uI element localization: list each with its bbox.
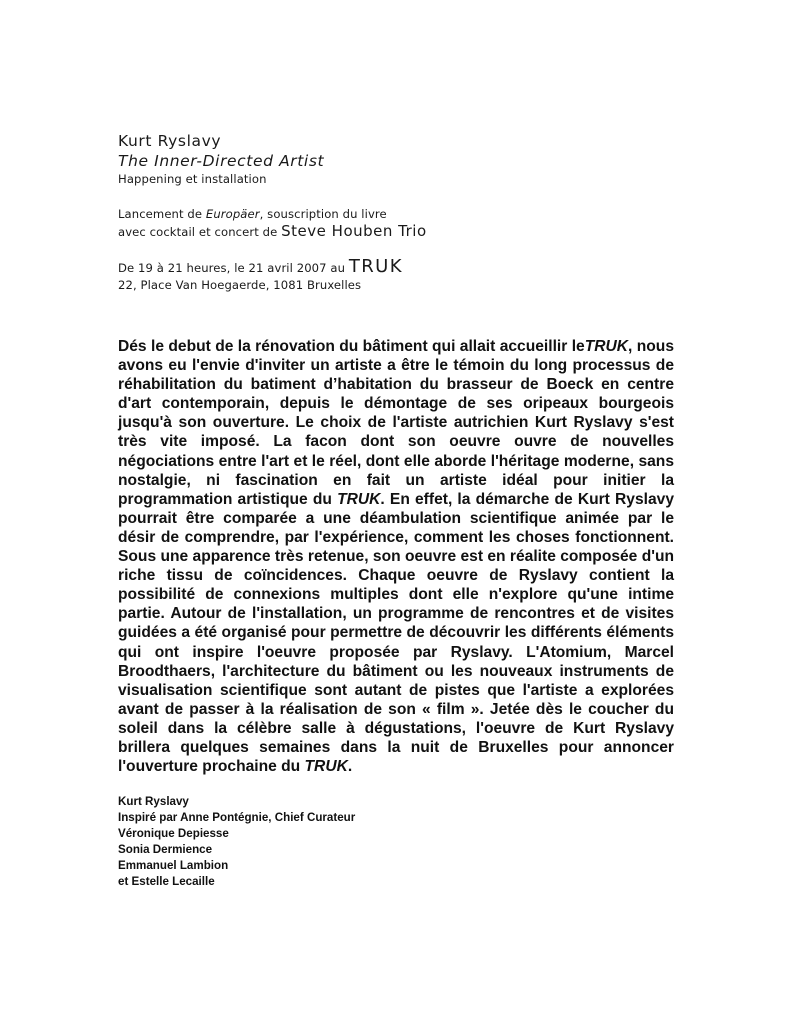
credit-line: Sonia Dermience: [118, 843, 213, 856]
artist-name: Kurt Ryslavy: [118, 132, 222, 150]
venue-name-inline: TRUK: [337, 490, 381, 508]
body-text-part: Dés le debut de la rénovation du bâtiment qui allait accueillir le: [118, 338, 585, 355]
launch-suffix: , souscription du livre: [259, 207, 387, 221]
launch-prefix: Lancement de: [118, 207, 206, 221]
concert-prefix: avec cocktail et concert de: [118, 225, 282, 239]
band-name: Steve Houben Trio: [281, 222, 427, 240]
schedule-line: [118, 258, 678, 277]
credit-line: Emmanuel Lambion: [118, 859, 229, 872]
event-header: [118, 131, 678, 294]
exhibition-title: The Inner-Directed Artist: [118, 152, 325, 170]
schedule-when: De 19 à 21 heures, le 21 avril 2007 au: [118, 261, 349, 275]
spacer: [118, 188, 678, 206]
credit-line: Inspiré par Anne Pontégnie, Chief Curateur: [118, 811, 356, 824]
venue-address: 22, Place Van Hoegaerde, 1081 Bruxelles: [118, 278, 362, 292]
body-text-part: .: [347, 758, 353, 776]
credit-line: et Estelle Lecaille: [118, 875, 215, 888]
body-paragraph: [118, 337, 674, 776]
event-subtitle: Happening et installation: [118, 172, 267, 186]
venue-name-inline: TRUK: [584, 338, 629, 355]
credit-line: Kurt Ryslavy: [118, 795, 189, 808]
credit-line: Véronique Depiesse: [118, 827, 229, 840]
credits-list: [118, 794, 518, 890]
body-text-part: , nous avons eu l'envie d'inviter un artiste a être le témoin du long processus de réhabilitation du batiment d’habitation du brasseur de Boeck en centre d'art contemporain, depuis le démontage de ses oripeaux bourgeois jusqu'à son ouverture. Le choix de l'artiste autrichien Kurt Ryslavy s'est très vite imposé. La facon dont son oeuvre ouvre de nouvelles négociations entre l'art et le réel, dont elle aborde l'héritage moderne, sans nostalgie, ni fascination en fait un artiste idéal pour initier la programmation artistique du: [118, 338, 674, 508]
book-title: Europäer: [205, 207, 260, 221]
venue-name-inline: TRUK: [304, 758, 348, 776]
launch-line-1: [118, 206, 678, 223]
launch-line-2: [118, 223, 678, 241]
venue-name: TRUK: [348, 256, 403, 277]
body-text-part: . En effet, la démarche de Kurt Ryslavy pourrait être comparée a une déambulation scientifique animée par le désir de comprendre, par l'expérience, comment les choses fonctionnent. Sous une apparence très retenue, son oeuvre est en réalite composée d'un riche tissu de coïncidences. Chaque oeuvre de Ryslavy contient la possibilité de connexions multiples dont elle n'explore qu'une intime partie. Autour de l'installation, un programme de rencontres et de visites guidées a été organisé pour permettre de découvrir les différents éléments qui ont inspire l'oeuvre proposée par Ryslavy. L'Atomium, Marcel Broodthaers, l'architecture du bâtiment ou les nouveaux instruments de visualisation scientifique sont autant de pistes que l'artiste a explorées avant de passer à la réalisation de son « film ». Jetée dès le coucher du soleil dans la célèbre salle à dégustations, l'oeuvre de Kurt Ryslavy brillera quelques semaines dans la nuit de Bruxelles pour annoncer l'ouverture prochaine du: [118, 490, 674, 776]
